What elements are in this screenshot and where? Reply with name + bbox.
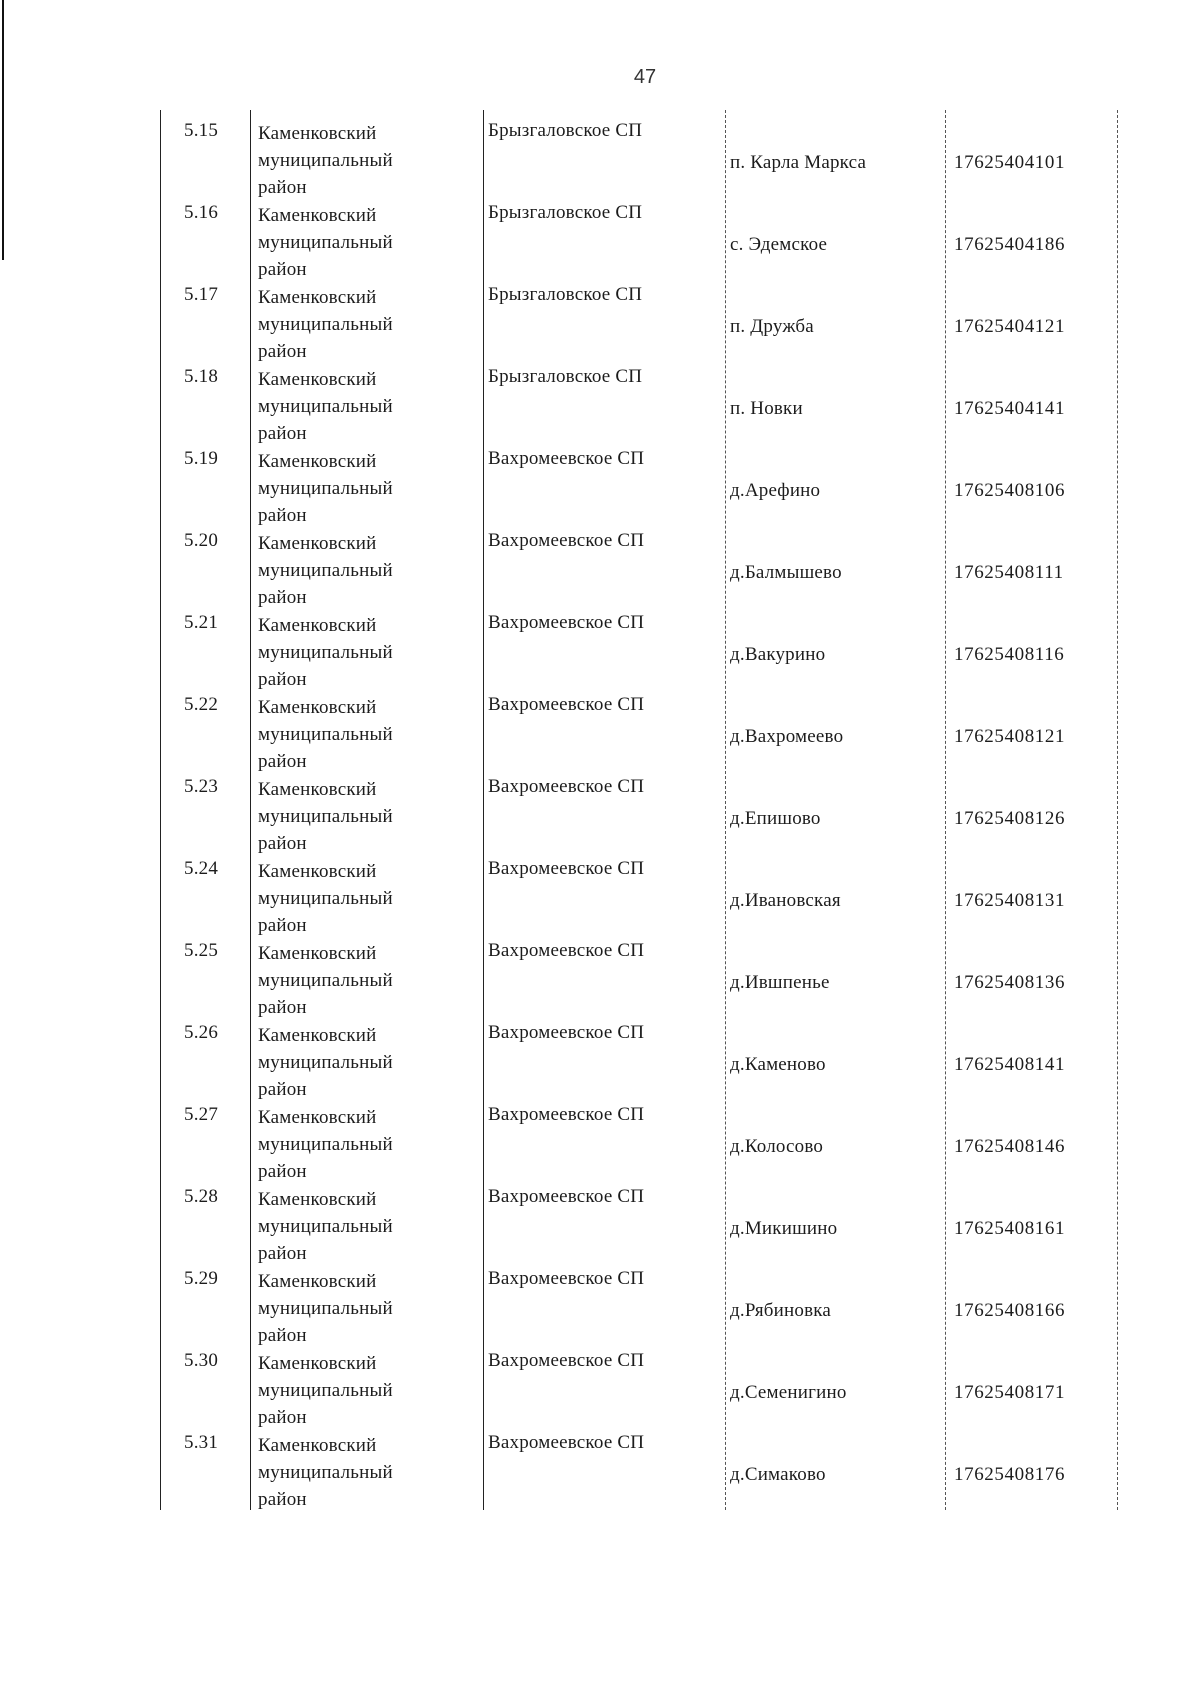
district-line: муниципальный bbox=[258, 724, 393, 745]
locality-name: д.Колосово bbox=[730, 1136, 824, 1157]
table-row bbox=[158, 282, 1118, 364]
district-line: Каменковский bbox=[258, 697, 377, 718]
district-name bbox=[258, 1350, 393, 1431]
locality-name: д.Семенигино bbox=[730, 1382, 847, 1403]
table-row bbox=[158, 1184, 1118, 1266]
district-line: Каменковский bbox=[258, 1107, 377, 1128]
oktmo-code: 17625408131 bbox=[954, 890, 1066, 911]
district-line: муниципальный bbox=[258, 1380, 393, 1401]
locality-name: д.Вакурино bbox=[730, 644, 826, 665]
district-line: Каменковский bbox=[258, 533, 377, 554]
oktmo-code: 17625408141 bbox=[954, 1054, 1066, 1075]
district-name bbox=[258, 1186, 393, 1267]
oktmo-code: 17625408106 bbox=[954, 480, 1066, 501]
district-line: Каменковский bbox=[258, 205, 377, 226]
page-number: 47 bbox=[633, 66, 657, 88]
district-line: муниципальный bbox=[258, 396, 393, 417]
row-number: 5.28 bbox=[184, 1186, 219, 1207]
district-line: Каменковский bbox=[258, 369, 377, 390]
settlement-name: Вахромеевское СП bbox=[488, 530, 645, 551]
district-line: муниципальный bbox=[258, 150, 393, 171]
row-number: 5.17 bbox=[184, 284, 219, 305]
locality-name: д.Ившпенье bbox=[730, 972, 830, 993]
table-row bbox=[158, 938, 1118, 1020]
district-line: район bbox=[258, 997, 307, 1018]
settlement-name: Вахромеевское СП bbox=[488, 940, 645, 961]
oktmo-code: 17625404121 bbox=[954, 316, 1066, 337]
settlement-name: Брызгаловское СП bbox=[488, 366, 643, 387]
locality-name: д.Епишово bbox=[730, 808, 821, 829]
settlement-name: Брызгаловское СП bbox=[488, 120, 643, 141]
district-line: район bbox=[258, 669, 307, 690]
margin-rule bbox=[2, 0, 4, 260]
district-line: Каменковский bbox=[258, 943, 377, 964]
row-number: 5.21 bbox=[184, 612, 219, 633]
locality-name: д.Микишино bbox=[730, 1218, 838, 1239]
district-line: Каменковский bbox=[258, 615, 377, 636]
locality-name: д.Каменово bbox=[730, 1054, 826, 1075]
district-name bbox=[258, 694, 393, 775]
oktmo-code: 17625408161 bbox=[954, 1218, 1066, 1239]
district-line: Каменковский bbox=[258, 861, 377, 882]
district-line: район bbox=[258, 915, 307, 936]
district-line: район bbox=[258, 1079, 307, 1100]
locality-name: п. Дружба bbox=[730, 316, 814, 337]
oktmo-code: 17625408176 bbox=[954, 1464, 1066, 1485]
district-line: муниципальный bbox=[258, 642, 393, 663]
settlement-name: Вахромеевское СП bbox=[488, 1268, 645, 1289]
row-number: 5.26 bbox=[184, 1022, 219, 1043]
district-name bbox=[258, 202, 393, 283]
district-line: муниципальный bbox=[258, 1134, 393, 1155]
row-number: 5.27 bbox=[184, 1104, 219, 1125]
locality-name: д.Вахромеево bbox=[730, 726, 844, 747]
district-line: Каменковский bbox=[258, 1025, 377, 1046]
locality-name: п. Новки bbox=[730, 398, 803, 419]
district-line: Каменковский bbox=[258, 451, 377, 472]
district-name bbox=[258, 940, 393, 1021]
settlement-name: Вахромеевское СП bbox=[488, 694, 645, 715]
district-line: муниципальный bbox=[258, 888, 393, 909]
district-line: Каменковский bbox=[258, 1271, 377, 1292]
district-line: район bbox=[258, 259, 307, 280]
oktmo-code: 17625408146 bbox=[954, 1136, 1066, 1157]
locality-name: д.Ивановская bbox=[730, 890, 841, 911]
oktmo-code: 17625408171 bbox=[954, 1382, 1066, 1403]
table-row bbox=[158, 856, 1118, 938]
table-row bbox=[158, 1430, 1118, 1512]
table-row bbox=[158, 1102, 1118, 1184]
table-row bbox=[158, 610, 1118, 692]
district-line: район bbox=[258, 833, 307, 854]
district-name bbox=[258, 776, 393, 857]
district-name bbox=[258, 1022, 393, 1103]
district-line: муниципальный bbox=[258, 560, 393, 581]
settlement-name: Вахромеевское СП bbox=[488, 448, 645, 469]
district-line: муниципальный bbox=[258, 232, 393, 253]
municipality-table bbox=[158, 118, 1118, 1512]
row-number: 5.19 bbox=[184, 448, 219, 469]
district-line: муниципальный bbox=[258, 478, 393, 499]
oktmo-code: 17625408116 bbox=[954, 644, 1065, 665]
settlement-name: Брызгаловское СП bbox=[488, 202, 643, 223]
settlement-name: Вахромеевское СП bbox=[488, 776, 645, 797]
table-row bbox=[158, 446, 1118, 528]
district-name bbox=[258, 1104, 393, 1185]
locality-name: д.Рябиновка bbox=[730, 1300, 832, 1321]
oktmo-code: 17625408166 bbox=[954, 1300, 1066, 1321]
district-line: муниципальный bbox=[258, 1052, 393, 1073]
district-line: район bbox=[258, 1489, 307, 1510]
district-line: район bbox=[258, 587, 307, 608]
district-name bbox=[258, 366, 393, 447]
row-number: 5.23 bbox=[184, 776, 219, 797]
settlement-name: Брызгаловское СП bbox=[488, 284, 643, 305]
row-number: 5.22 bbox=[184, 694, 219, 715]
district-line: Каменковский bbox=[258, 1189, 377, 1210]
oktmo-code: 17625404101 bbox=[954, 152, 1066, 173]
oktmo-code: 17625404141 bbox=[954, 398, 1066, 419]
district-line: муниципальный bbox=[258, 1298, 393, 1319]
district-line: район bbox=[258, 1243, 307, 1264]
settlement-name: Вахромеевское СП bbox=[488, 1432, 645, 1453]
district-name bbox=[258, 284, 393, 365]
district-name bbox=[258, 530, 393, 611]
district-line: Каменковский bbox=[258, 1353, 377, 1374]
district-line: муниципальный bbox=[258, 806, 393, 827]
district-line: район bbox=[258, 1407, 307, 1428]
settlement-name: Вахромеевское СП bbox=[488, 612, 645, 633]
district-line: район bbox=[258, 1161, 307, 1182]
table-row bbox=[158, 1266, 1118, 1348]
district-name bbox=[258, 1268, 393, 1349]
settlement-name: Вахромеевское СП bbox=[488, 1104, 645, 1125]
oktmo-code: 17625408136 bbox=[954, 972, 1066, 993]
row-number: 5.18 bbox=[184, 366, 219, 387]
table-row bbox=[158, 1348, 1118, 1430]
locality-name: п. Карла Маркса bbox=[730, 152, 867, 173]
district-line: район bbox=[258, 751, 307, 772]
district-line: муниципальный bbox=[258, 1216, 393, 1237]
locality-name: д.Балмышево bbox=[730, 562, 842, 583]
row-number: 5.29 bbox=[184, 1268, 219, 1289]
settlement-name: Вахромеевское СП bbox=[488, 1022, 645, 1043]
row-number: 5.15 bbox=[184, 120, 219, 141]
table-row bbox=[158, 692, 1118, 774]
settlement-name: Вахромеевское СП bbox=[488, 1186, 645, 1207]
oktmo-code: 17625408111 bbox=[954, 562, 1064, 583]
table-row bbox=[158, 200, 1118, 282]
district-line: район bbox=[258, 505, 307, 526]
row-number: 5.30 bbox=[184, 1350, 219, 1371]
oktmo-code: 17625404186 bbox=[954, 234, 1066, 255]
table-row bbox=[158, 774, 1118, 856]
district-line: район bbox=[258, 1325, 307, 1346]
district-name bbox=[258, 120, 393, 201]
row-number: 5.24 bbox=[184, 858, 219, 879]
row-number: 5.20 bbox=[184, 530, 219, 551]
locality-name: д.Арефино bbox=[730, 480, 821, 501]
district-line: Каменковский bbox=[258, 1435, 377, 1456]
district-name bbox=[258, 448, 393, 529]
table-row bbox=[158, 118, 1118, 200]
district-line: район bbox=[258, 341, 307, 362]
oktmo-code: 17625408126 bbox=[954, 808, 1066, 829]
table-row bbox=[158, 364, 1118, 446]
table-row bbox=[158, 528, 1118, 610]
oktmo-code: 17625408121 bbox=[954, 726, 1066, 747]
district-name bbox=[258, 1432, 393, 1513]
district-line: муниципальный bbox=[258, 314, 393, 335]
district-line: муниципальный bbox=[258, 970, 393, 991]
district-line: Каменковский bbox=[258, 287, 377, 308]
district-line: Каменковский bbox=[258, 123, 377, 144]
district-line: район bbox=[258, 423, 307, 444]
locality-name: с. Эдемское bbox=[730, 234, 828, 255]
row-number: 5.31 bbox=[184, 1432, 219, 1453]
locality-name: д.Симаково bbox=[730, 1464, 826, 1485]
district-name bbox=[258, 858, 393, 939]
district-name bbox=[258, 612, 393, 693]
district-line: район bbox=[258, 177, 307, 198]
district-line: Каменковский bbox=[258, 779, 377, 800]
row-number: 5.25 bbox=[184, 940, 219, 961]
table-row bbox=[158, 1020, 1118, 1102]
settlement-name: Вахромеевское СП bbox=[488, 1350, 645, 1371]
district-line: муниципальный bbox=[258, 1462, 393, 1483]
row-number: 5.16 bbox=[184, 202, 219, 223]
settlement-name: Вахромеевское СП bbox=[488, 858, 645, 879]
